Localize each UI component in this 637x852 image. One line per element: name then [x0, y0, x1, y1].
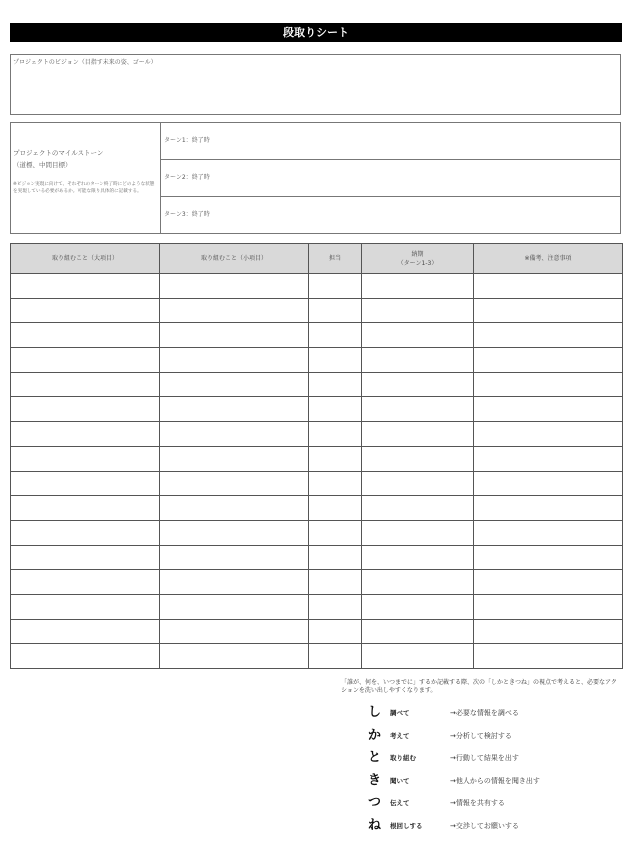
- table-row: [11, 348, 623, 373]
- table-cell[interactable]: [362, 323, 474, 348]
- table-cell[interactable]: [160, 274, 309, 299]
- table-row: [11, 520, 623, 545]
- milestone-subtitle: （道標、中間目標）: [13, 161, 72, 169]
- table-row: [11, 471, 623, 496]
- legend-verb: 伝えて: [390, 799, 410, 808]
- table-cell[interactable]: [362, 520, 474, 545]
- legend-desc: →行動して結果を出す: [450, 754, 519, 763]
- legend-char: ね: [368, 817, 382, 833]
- table-cell[interactable]: [11, 372, 160, 397]
- turn-3-label: ターン3：終了時: [164, 211, 210, 218]
- legend-desc: →情報を共有する: [450, 799, 505, 808]
- milestone-note: ※ビジョン実現に向けて、それぞれのターン終了時にどのような状態を実現している必要があるか。可能な限り具体的に記載する。: [13, 182, 155, 194]
- legend-verb: 聞いて: [390, 776, 410, 785]
- table-row: [11, 545, 623, 570]
- legend-verb: 取り組む: [390, 754, 416, 763]
- turn-2-label: ターン2：終了時: [164, 174, 210, 181]
- milestone-header-cell: [11, 123, 161, 233]
- table-cell[interactable]: [11, 545, 160, 570]
- table-row: [11, 372, 623, 397]
- table-row: [11, 397, 623, 422]
- header-major-item: 取り組むこと（大項目）: [11, 244, 160, 274]
- turn-2-field[interactable]: [161, 160, 620, 197]
- table-cell[interactable]: [160, 298, 309, 323]
- table-cell[interactable]: [309, 496, 362, 521]
- page-title: 段取りシート: [10, 23, 622, 42]
- legend-item: [362, 790, 612, 813]
- table-cell[interactable]: [362, 446, 474, 471]
- table-cell[interactable]: [11, 570, 160, 595]
- table-cell[interactable]: [362, 644, 474, 669]
- table-row: [11, 323, 623, 348]
- header-owner: 担当: [309, 244, 362, 274]
- legend-desc: →他人からの情報を聞き出す: [450, 776, 540, 785]
- turn-3-field[interactable]: [161, 197, 620, 233]
- table-cell[interactable]: [309, 348, 362, 373]
- table-cell[interactable]: [11, 348, 160, 373]
- task-table: [10, 243, 623, 669]
- table-cell[interactable]: [474, 397, 623, 422]
- table-cell[interactable]: [362, 422, 474, 447]
- table-cell[interactable]: [11, 471, 160, 496]
- table-row: [11, 594, 623, 619]
- table-cell[interactable]: [11, 298, 160, 323]
- table-cell[interactable]: [474, 298, 623, 323]
- table-cell[interactable]: [362, 348, 474, 373]
- table-row: [11, 274, 623, 299]
- table-cell[interactable]: [309, 570, 362, 595]
- table-cell[interactable]: [11, 323, 160, 348]
- table-cell[interactable]: [160, 323, 309, 348]
- table-cell[interactable]: [309, 644, 362, 669]
- table-cell[interactable]: [309, 594, 362, 619]
- table-cell[interactable]: [309, 520, 362, 545]
- table-cell[interactable]: [11, 619, 160, 644]
- header-deadline-sub: （ターン1-3）: [397, 259, 438, 267]
- table-cell[interactable]: [474, 372, 623, 397]
- table-cell[interactable]: [362, 619, 474, 644]
- table-cell[interactable]: [474, 520, 623, 545]
- table-cell[interactable]: [160, 372, 309, 397]
- table-row: [11, 644, 623, 669]
- table-row: [11, 570, 623, 595]
- table-cell[interactable]: [474, 570, 623, 595]
- legend-verb: 根回しする: [390, 821, 423, 830]
- table-cell[interactable]: [309, 274, 362, 299]
- table-cell[interactable]: [474, 422, 623, 447]
- legend-verb: 調べて: [390, 709, 410, 717]
- table-cell[interactable]: [362, 298, 474, 323]
- legend-char: と: [368, 750, 382, 766]
- milestone-title: プロジェクトのマイルストーン: [13, 149, 104, 157]
- table-cell[interactable]: [474, 644, 623, 669]
- table-cell[interactable]: [11, 496, 160, 521]
- table-cell[interactable]: [474, 274, 623, 299]
- turn-1-field[interactable]: [161, 123, 620, 160]
- table-cell[interactable]: [309, 298, 362, 323]
- table-cell[interactable]: [362, 496, 474, 521]
- table-cell[interactable]: [11, 422, 160, 447]
- table-cell[interactable]: [160, 422, 309, 447]
- table-cell[interactable]: [474, 471, 623, 496]
- table-cell[interactable]: [160, 545, 309, 570]
- legend-item: [362, 723, 612, 746]
- table-cell[interactable]: [11, 274, 160, 299]
- table-cell[interactable]: [160, 594, 309, 619]
- table-cell[interactable]: [362, 570, 474, 595]
- header-minor-item: 取り組むこと（小項目）: [160, 244, 309, 274]
- table-row: [11, 496, 623, 521]
- header-deadline: [362, 244, 474, 274]
- table-cell[interactable]: [11, 446, 160, 471]
- legend-desc: →交渉してお願いする: [450, 821, 519, 830]
- table-cell[interactable]: [474, 323, 623, 348]
- table-row: [11, 446, 623, 471]
- table-cell[interactable]: [309, 422, 362, 447]
- legend-char: し: [368, 705, 382, 720]
- table-cell[interactable]: [309, 323, 362, 348]
- legend-item: [362, 745, 612, 768]
- table-row: [11, 298, 623, 323]
- table-cell[interactable]: [11, 644, 160, 669]
- milestone-turns: [161, 123, 620, 233]
- table-cell[interactable]: [160, 397, 309, 422]
- table-cell[interactable]: [474, 545, 623, 570]
- legend-char: か: [368, 727, 382, 743]
- table-cell[interactable]: [474, 348, 623, 373]
- table-cell[interactable]: [309, 397, 362, 422]
- legend-item: [362, 700, 612, 723]
- table-cell[interactable]: [11, 397, 160, 422]
- turn-1-label: ターン1：終了時: [164, 137, 210, 144]
- table-cell[interactable]: [160, 520, 309, 545]
- table-row: [11, 422, 623, 447]
- footer-intro: 「誰が、何を、いつまでに」するか記載する際、次の「しかときつね」の視点で考えると、必要なアクションを洗い出しやすくなります。: [341, 679, 617, 694]
- table-cell[interactable]: [362, 545, 474, 570]
- table-cell[interactable]: [474, 594, 623, 619]
- table-cell[interactable]: [309, 619, 362, 644]
- table-cell[interactable]: [362, 594, 474, 619]
- legend-item: [362, 813, 612, 836]
- legend-desc: →分析して検討する: [450, 731, 512, 740]
- table-cell[interactable]: [309, 545, 362, 570]
- table-cell[interactable]: [11, 594, 160, 619]
- legend-verb: 考えて: [390, 731, 410, 740]
- milestone-section: [10, 122, 621, 234]
- legend-char: き: [368, 772, 382, 788]
- legend-desc: →必要な情報を調べる: [450, 709, 519, 717]
- table-cell[interactable]: [474, 496, 623, 521]
- header-notes: ※備考、注意事項: [474, 244, 623, 274]
- table-cell[interactable]: [309, 372, 362, 397]
- table-header-row: [11, 244, 623, 274]
- table-cell[interactable]: [160, 619, 309, 644]
- table-cell[interactable]: [160, 496, 309, 521]
- table-cell[interactable]: [362, 274, 474, 299]
- table-cell[interactable]: [160, 570, 309, 595]
- table-cell[interactable]: [309, 471, 362, 496]
- table-cell[interactable]: [474, 446, 623, 471]
- table-cell[interactable]: [160, 348, 309, 373]
- table-cell[interactable]: [362, 471, 474, 496]
- vision-field[interactable]: [10, 54, 621, 115]
- table-cell[interactable]: [160, 446, 309, 471]
- table-cell[interactable]: [474, 619, 623, 644]
- vision-label: プロジェクトのビジョン（目指す未来の姿、ゴール）: [13, 59, 157, 66]
- header-deadline-label: 納期: [411, 250, 424, 258]
- table-cell[interactable]: [160, 471, 309, 496]
- legend-char: つ: [368, 795, 382, 811]
- table-cell[interactable]: [362, 372, 474, 397]
- table-cell[interactable]: [309, 446, 362, 471]
- legend-item: [362, 768, 612, 791]
- shikatokitsune-legend: [362, 700, 612, 836]
- table-row: [11, 619, 623, 644]
- table-cell[interactable]: [160, 644, 309, 669]
- table-cell[interactable]: [362, 397, 474, 422]
- table-cell[interactable]: [11, 520, 160, 545]
